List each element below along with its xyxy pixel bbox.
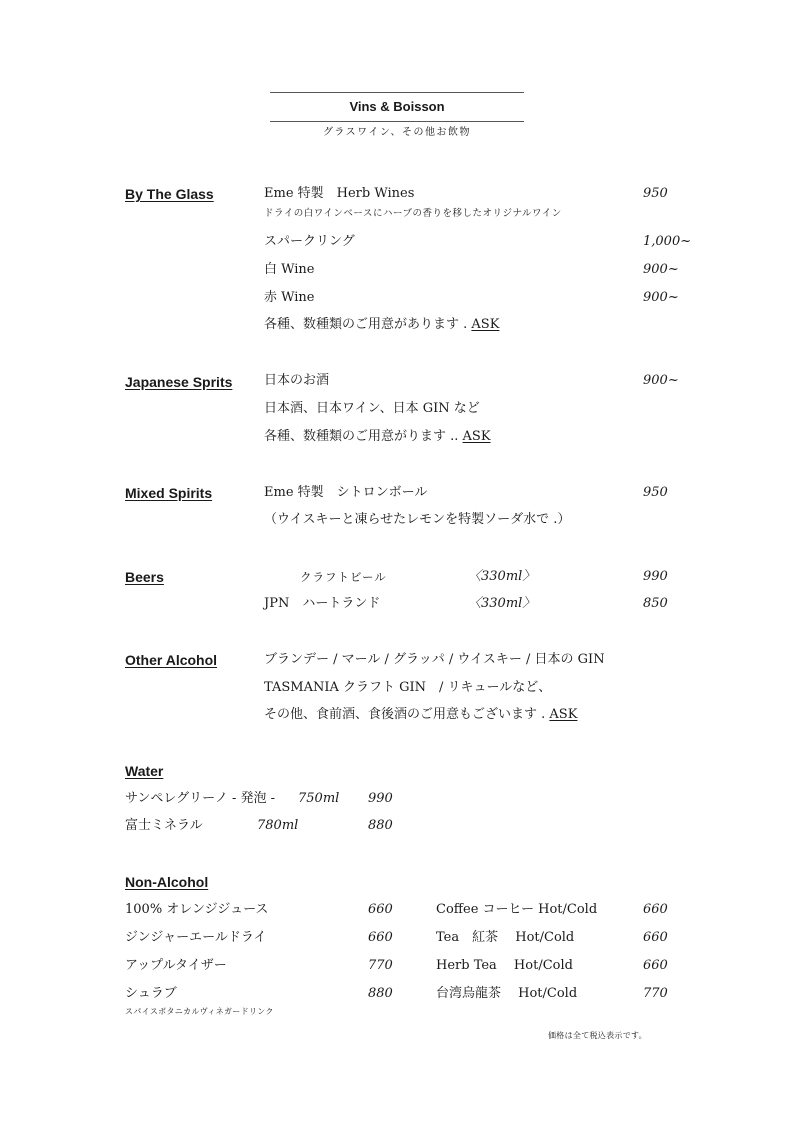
section-heading-beers: Beers	[125, 569, 164, 585]
menu-item-name: 赤 Wine	[264, 290, 315, 305]
availability-note-text: その他、食前酒、食後酒のご用意もございます .	[264, 707, 550, 722]
menu-item-price: 850	[643, 596, 668, 611]
menu-item-price: 770	[643, 986, 668, 1001]
menu-item-name: Eme 特製 Herb Wines	[264, 186, 415, 201]
menu-item-name: Tea 紅茶 Hot/Cold	[436, 930, 575, 945]
menu-item-name: Herb Tea Hot/Cold	[436, 958, 573, 973]
menu-item-size: 〈330ml〉	[468, 596, 536, 611]
menu-item-name: ジンジャーエールドライ	[125, 930, 267, 945]
menu-item-price: 900~	[643, 262, 679, 277]
page-title: Vins & Boisson	[349, 99, 445, 114]
menu-item-name: シュラブ	[125, 986, 177, 1001]
availability-note-text: 各種、数種類のご用意がります ..	[264, 429, 463, 444]
menu-item-price: 950	[643, 186, 668, 201]
menu-item-name: スパークリング	[264, 234, 355, 249]
menu-item-name: 100% オレンジジュース	[125, 902, 269, 917]
availability-note	[264, 429, 491, 445]
menu-item-name: Coffee コーヒー Hot/Cold	[436, 902, 598, 917]
menu-item-name: ブランデー / マール / グラッパ / ウイスキー / 日本の GIN	[264, 652, 605, 667]
menu-item-price: 880	[368, 818, 393, 833]
menu-item-price: 1,000~	[643, 234, 692, 249]
menu-item-price: 660	[643, 958, 668, 973]
menu-item-size: 〈330ml〉	[468, 569, 536, 584]
menu-item-price: 880	[368, 986, 393, 1001]
menu-item-name: 台湾烏龍茶 Hot/Cold	[436, 986, 578, 1001]
availability-note-text: 各種、数種類のご用意があります .	[264, 317, 472, 332]
ask-link[interactable]: ASK	[471, 317, 500, 332]
header-top-rule	[270, 92, 524, 93]
section-heading-non-alcohol: Non-Alcohol	[125, 874, 209, 890]
menu-item-price: 660	[643, 902, 668, 917]
section-heading-other-alcohol: Other Alcohol	[125, 652, 218, 668]
menu-item-description: スパイスボタニカルヴィネガードリンク	[125, 1007, 274, 1016]
menu-item-name: 白 Wine	[264, 262, 315, 277]
menu-item-name: JPN ハートランド	[264, 596, 381, 611]
menu-item-price: 900~	[643, 290, 679, 305]
menu-item-size: 780ml	[257, 818, 299, 833]
section-heading-by-the-glass: By The Glass	[125, 186, 214, 202]
menu-item-price: 660	[643, 930, 668, 945]
menu-item-name: アップルタイザー	[125, 958, 227, 973]
menu-item-name: 富士ミネラル	[125, 818, 203, 833]
menu-item-price: 950	[643, 485, 668, 500]
availability-note	[264, 317, 499, 333]
availability-note	[264, 707, 577, 723]
menu-item-name: TASMANIA クラフト GIN / リキュールなど、	[264, 680, 552, 695]
menu-item-price: 660	[368, 930, 393, 945]
page-subtitle: グラスワイン、その他お飲物	[322, 127, 472, 138]
menu-item-name: 日本酒、日本ワイン、日本 GIN など	[264, 401, 480, 416]
menu-item-description: ドライの白ワインベースにハーブの香りを移したオリジナルワイン	[264, 208, 562, 219]
menu-item-name: Eme 特製 シトロンボール	[264, 485, 428, 500]
menu-item-price: 990	[368, 791, 393, 806]
menu-item-name: クラフトビール	[300, 570, 387, 584]
menu-item-name: 日本のお酒	[264, 373, 330, 388]
menu-item-size: 750ml	[298, 791, 340, 806]
menu-item-price: 770	[368, 958, 393, 973]
section-heading-japanese-spirits: Japanese Sprits	[125, 374, 233, 390]
menu-item-name: サンペレグリーノ - 発泡 -	[125, 791, 276, 806]
ask-link[interactable]: ASK	[549, 707, 578, 722]
section-heading-mixed-spirits: Mixed Spirits	[125, 485, 213, 501]
tax-note: 価格は全て税込表示です。	[548, 1031, 647, 1040]
menu-item-description: （ウイスキーと凍らせたレモンを特製ソーダ水で .）	[264, 512, 571, 527]
section-heading-water: Water	[125, 763, 164, 779]
ask-link[interactable]: ASK	[462, 429, 491, 444]
menu-item-price: 990	[643, 569, 668, 584]
header-bottom-rule	[270, 121, 524, 122]
menu-item-price: 660	[368, 902, 393, 917]
menu-item-price: 900~	[643, 373, 679, 388]
